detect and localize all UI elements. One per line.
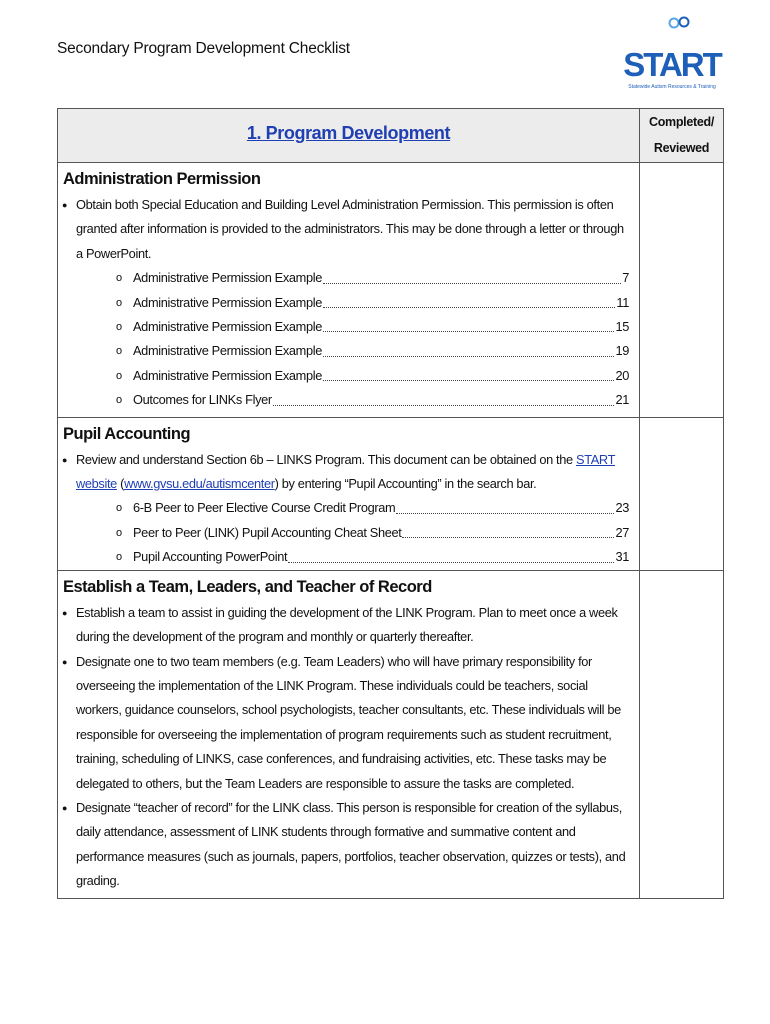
status-header-line1: Completed/ [648,115,715,129]
toc-leader-dots [323,315,614,332]
toc-item-page: 19 [615,343,629,359]
toc-item[interactable] [58,315,629,339]
toc-item-label: o Peer to Peer (LINK) Pupil Accounting Cheat Sheet [133,524,402,540]
toc-item-label: o Administrative Permission Example [133,319,323,335]
toc-item-label: o Administrative Permission Example [133,294,323,310]
team-bullet: ● Establish a team to assist in guiding the development of the LINK Program. Plan to meet once a week during the development of the program and monthly or quarterly thereafter. [58,601,629,650]
team-bullet: ● Designate “teacher of record” for the LINK class. This person is responsible for creation of the syllabus, daily attendance, assessment of LINK students through formative and summative content and performance measures (such as journals, papers, portfolios, teacher observation, quizzes or tests), and grading. [58,796,629,894]
toc-item[interactable] [58,266,629,290]
toc-item-page: 31 [615,549,629,565]
start-website-link[interactable]: START website [76,451,616,492]
status-header [640,109,724,163]
toc-item-label: o 6-B Peer to Peer Elective Course Credit Program [133,500,396,516]
toc-item-page: 11 [616,294,629,310]
status-header-line2: Reviewed [653,141,710,155]
toc-item[interactable] [58,339,629,363]
toc-item[interactable] [58,545,629,569]
toc-leader-dots [273,388,615,405]
pupil-accounting-cell [58,417,640,570]
toc-leader-dots [323,291,615,308]
section-title: 1. Program Development [246,123,451,143]
team-title: Establish a Team, Leaders, and Teacher of Record [63,577,432,596]
start-logo [623,16,721,92]
checklist-table [57,108,724,899]
toc-item-page: 15 [615,319,629,335]
toc-item-label: o Pupil Accounting PowerPoint [133,549,288,565]
toc-item-page: 23 [615,500,629,516]
toc-item-page: 21 [615,392,629,408]
toc-item-page: 7 [622,270,629,286]
admin-permission-cell [58,163,640,418]
toc-item[interactable] [58,291,629,315]
pupil-items-list [58,496,639,569]
document-header: Secondary Program Development Checklist [57,40,350,57]
toc-item[interactable] [58,388,629,412]
team-status-checkbox[interactable] [640,570,724,898]
gvsu-url-link[interactable]: www.gvsu.edu/autismcenter [124,476,275,492]
team-bullet: ● Designate one to two team members (e.g. Team Leaders) who will have primary responsibility for overseeing the implementation of the LINK Program. These individuals could be teachers, social workers, guidance counselors, school psychologists, teacher consultants, etc. These individuals will be responsible for overseeing the implementation of program requirements such as student recruitment, training, scheduling of LINKS, case conferences, and fundraising activities, etc. These tasks may be delegated to others, but the Team Leaders are responsible to assure the tasks are completed. [58,650,629,796]
toc-item[interactable] [58,521,629,545]
toc-leader-dots [396,496,614,513]
toc-item-label: o Administrative Permission Example [133,343,323,359]
toc-item-label: o Administrative Permission Example [133,270,323,286]
toc-leader-dots [288,545,614,562]
toc-item-page: 27 [615,524,629,540]
toc-leader-dots [323,266,621,283]
svg-text:START: START [623,46,721,83]
toc-item-page: 20 [615,367,629,383]
toc-leader-dots [402,521,614,538]
admin-permission-title: Administration Permission [63,170,261,188]
toc-leader-dots [323,364,614,381]
section-title-cell [58,109,640,163]
team-bullets-list [58,601,639,894]
toc-item[interactable] [58,364,629,388]
svg-text:Statewide Autism Resources & T: Statewide Autism Resources & Training [628,84,716,90]
toc-leader-dots [323,339,614,356]
admin-status-checkbox[interactable] [640,163,724,418]
team-cell [58,570,640,898]
toc-item[interactable] [58,496,629,520]
pupil-accounting-title: Pupil Accounting [63,424,191,443]
admin-bullet: ● Obtain both Special Education and Building Level Administration Permission. This permission is often granted after information is provided to the administrators. This may be done through a letter or through a PowerPoint. [58,193,629,266]
toc-item-label: o Outcomes for LINKs Flyer [133,392,272,408]
pupil-status-checkbox[interactable] [640,417,724,570]
admin-items-list [58,266,639,412]
pupil-bullet: ● Review and understand Section 6b – LINKS Program. This document can be obtained on the START website (www.gvsu.edu/autismcenter) by entering “Pupil Accounting” in the search bar. [58,448,629,497]
toc-item-label: o Administrative Permission Example [133,367,323,383]
